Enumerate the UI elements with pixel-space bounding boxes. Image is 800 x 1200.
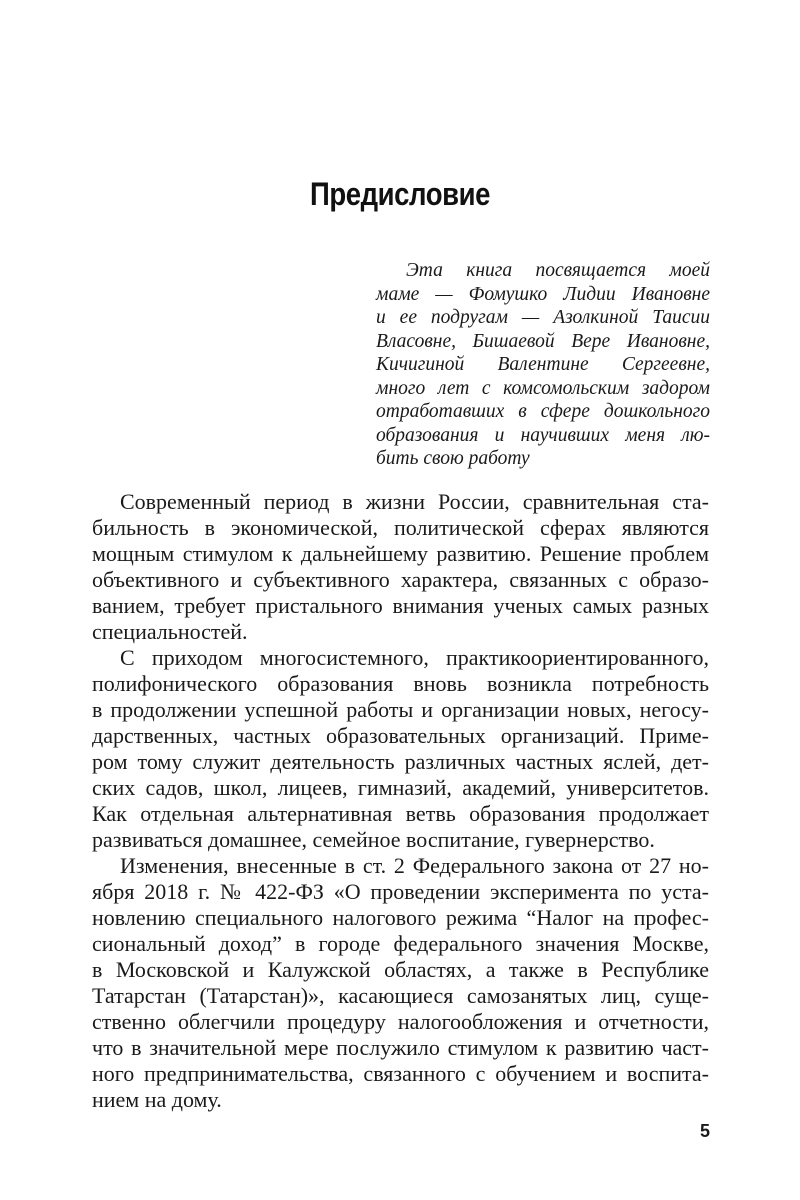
- text-line: ром тому служит деятельность различных частных яслей, дет-: [92, 749, 709, 774]
- epigraph-line: образования и научивших меня лю-: [376, 424, 710, 446]
- epigraph-line: Власовне, Бишаевой Вере Ивановне,: [376, 330, 710, 352]
- epigraph-line: маме — Фомушко Лидии Ивановне: [376, 283, 710, 305]
- text-line: Татарстан (Татарстан)», касающиеся самозанятых лиц, суще-: [92, 983, 709, 1008]
- text-line: сиональный доход” в городе федерального значения Москве,: [92, 931, 709, 956]
- text-line: объективного и субъективного характера, связанных с образо-: [92, 567, 709, 592]
- epigraph-line: отработавших в сфере дошкольного: [376, 401, 710, 422]
- text-line: Современный период в жизни России, сравнительная ста-: [120, 489, 709, 514]
- text-line: мощным стимулом к дальнейшему развитию. Решение проблем: [92, 541, 709, 566]
- text-line: специальностей.: [92, 619, 248, 644]
- chapter-title: Предисловие: [310, 176, 490, 212]
- text-line: новлению специального налогового режима “Налог на профес-: [92, 905, 709, 930]
- text-line: полифонического образования вновь возникла потребность: [92, 671, 709, 696]
- text-line: в Московской и Калужской областях, а также в Республике: [92, 957, 709, 982]
- text-line: Изменения, внесенные в ст. 2 Федерального закона от 27 но-: [120, 853, 709, 878]
- epigraph-line: Кичигиной Валентине Сергеевне,: [376, 354, 710, 375]
- paragraph-3: [92, 853, 709, 1113]
- text-line: в продолжении успешной работы и организации новых, негосу-: [92, 697, 709, 722]
- text-line: что в значительной мере послужило стимулом к развитию част-: [92, 1035, 709, 1060]
- text-line: нием на дому.: [92, 1087, 222, 1112]
- text-line: ственно облегчили процедуру налогообложения и отчетности,: [92, 1009, 709, 1034]
- text-line: дарственных, частных образовательных организаций. Приме-: [92, 723, 709, 748]
- body-text: [92, 489, 709, 1113]
- text-line: ного предпринимательства, связанного с обучением и воспита-: [92, 1061, 709, 1086]
- epigraph-line: бить свою работу: [376, 448, 530, 469]
- epigraph-line: много лет с комсомольским задором: [376, 377, 710, 399]
- text-line: ября 2018 г. № 422-ФЗ «О проведении эксперимента по уста-: [92, 879, 709, 904]
- paragraph-2: [92, 645, 709, 853]
- text-line: С приходом многосистемного, практикоориентированного,: [120, 645, 709, 670]
- epigraph-line: Эта книга посвящается моей: [406, 260, 710, 281]
- text-line: ских садов, школ, лицеев, гимназий, академий, университетов.: [92, 775, 709, 800]
- page-number: 5: [699, 1121, 710, 1141]
- epigraph: [376, 259, 710, 471]
- text-line: развиваться домашнее, семейное воспитание, гувернерство.: [92, 827, 655, 852]
- text-line: Как отдельная альтернативная ветвь образования продолжает: [92, 801, 709, 826]
- text-line: бильность в экономической, политической сферах являются: [92, 515, 709, 540]
- epigraph-line: и ее подругам — Азолкиной Таисии: [376, 307, 710, 328]
- text-line: ванием, требует пристального внимания ученых самых разных: [92, 593, 709, 618]
- paragraph-1: [92, 489, 709, 645]
